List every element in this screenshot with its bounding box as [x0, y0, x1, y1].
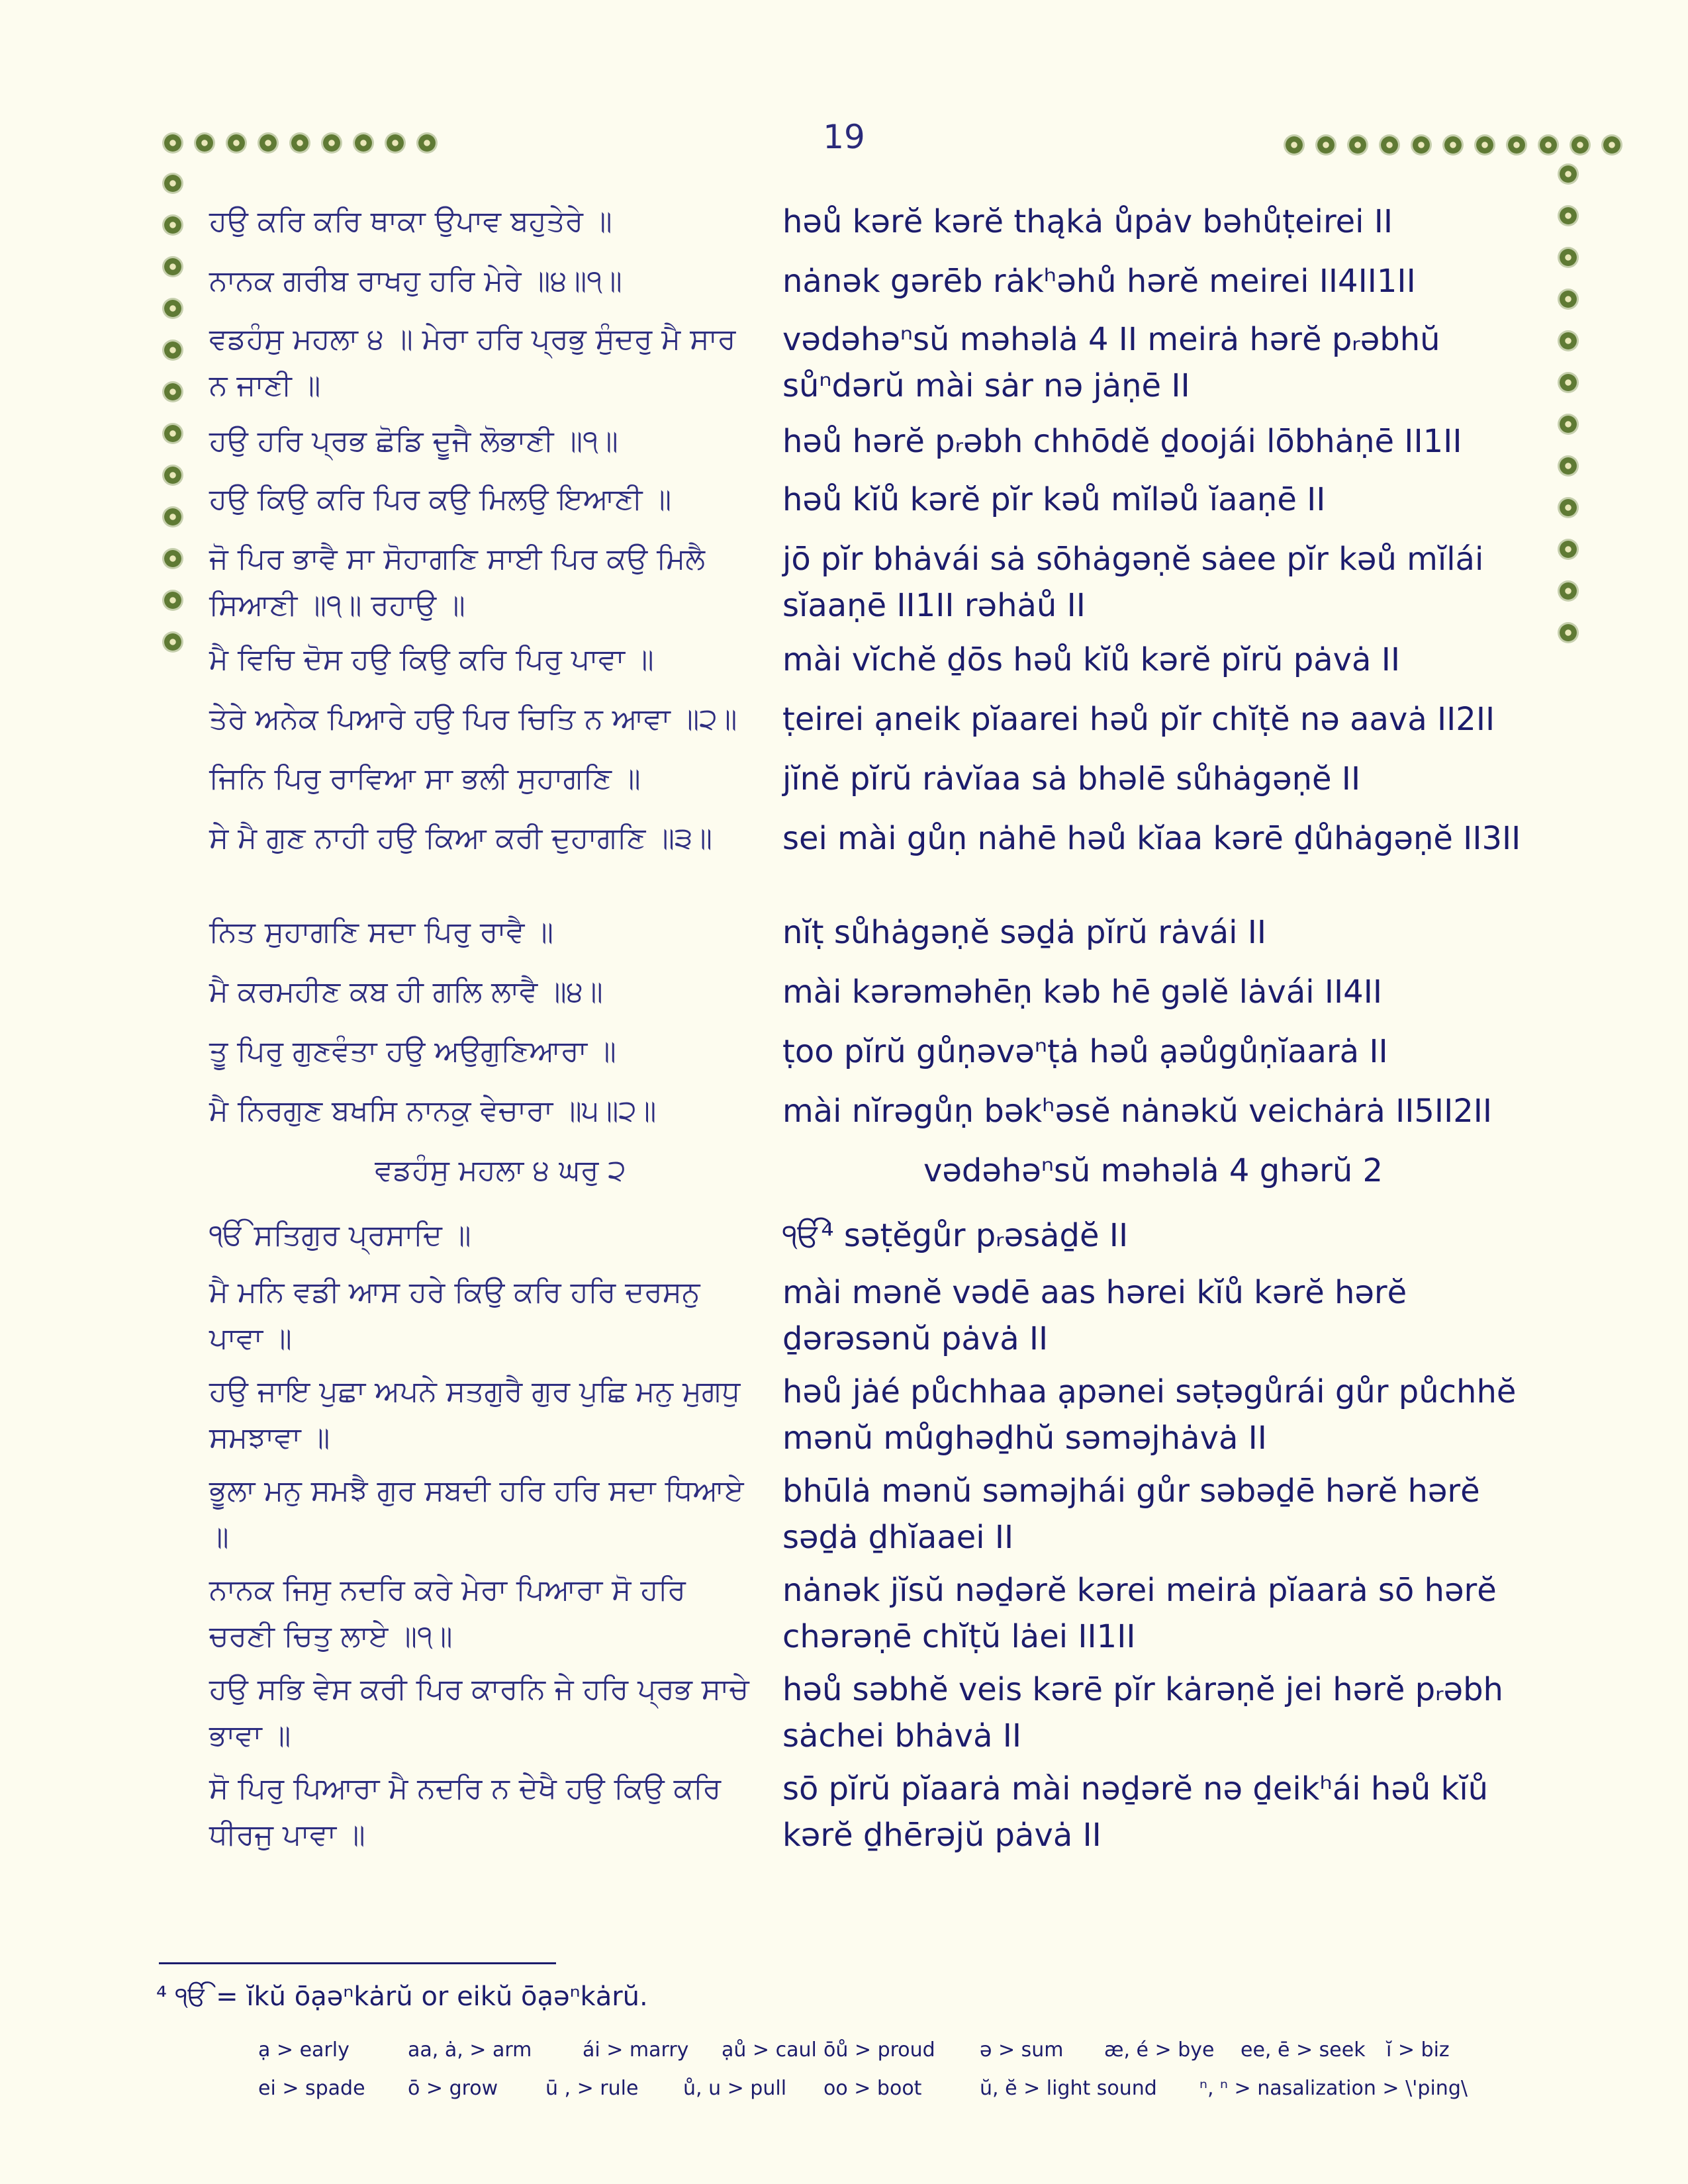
flower-icon [1560, 416, 1577, 433]
key-item: ạ > early [258, 2038, 350, 2062]
transliteration-line: nȧnək gərēb rȧkʰəhů hərĕ meirei II4II1II [782, 263, 1416, 300]
flower-icon [1317, 136, 1335, 154]
gurmukhi-line: ਹਉ ਹਰਿ ਪ੍ਰਭ ਛੋਡਿ ਦੂਜੈ ਲੋਭਾਣੀ ॥੧॥ [209, 424, 618, 458]
flower-icon [1560, 332, 1577, 349]
gurmukhi-line: ਸੇ ਮੈ ਗੁਣ ਨਾਹੀ ਹਉ ਕਿਆ ਕਰੀ ਦੁਹਾਗਣਿ ॥੩॥ [209, 821, 713, 855]
flower-icon [1560, 582, 1577, 600]
flower-icon [164, 300, 181, 317]
flower-icon [164, 467, 181, 484]
key-item: ōů > proud [823, 2038, 935, 2062]
key-item: ee, ē > seek [1241, 2038, 1366, 2062]
page-number: 19 [823, 118, 865, 156]
flower-icon [387, 134, 404, 152]
transliteration-line: həů hərĕ pᵣəbh chhōdĕ ḏoojái lōbhȧṇē II1II [782, 423, 1462, 460]
transliteration-line: ṭeirei ạneik pĭaarei həů pĭr chĭṭĕ nə aavȧ II2II [782, 701, 1495, 738]
key-item: ái > marry [583, 2038, 689, 2062]
gurmukhi-line: ਮੈ ਮਨਿ ਵਡੀ ਆਸ ਹਰੇ ਕਿਉ ਕਰਿ ਹਰਿ ਦਰਸਨੁ ਪਾਵਾ ॥ [209, 1275, 700, 1355]
flower-icon [355, 134, 372, 152]
transliteration-line: mài kərəməhēṇ kəb hē gəlĕ lȧvái II4II [782, 974, 1382, 1011]
flower-icon [164, 425, 181, 442]
gurmukhi-line: ਨਿਤ ਸੁਹਾਗਣਿ ਸਦਾ ਪਿਰੁ ਰਾਵੈ ॥ [209, 915, 554, 949]
flower-icon [1508, 136, 1525, 154]
flower-icon [259, 134, 277, 152]
gurmukhi-line: ਮੈ ਵਿਚਿ ਦੋਸ ਹਉ ਕਿਉ ਕਰਿ ਪਿਰੁ ਪਾਵਾ ॥ [209, 643, 654, 676]
gurmukhi-line: ਭੂਲਾ ਮਨੁ ਸਮਝੈ ਗੁਰ ਸਬਦੀ ਹਰਿ ਹਰਿ ਸਦਾ ਧਿਆਏ ॥ [209, 1474, 744, 1554]
transliteration-line: jĭnĕ pĭrŭ rȧvĭaa sȧ bhəlē sůhȧgəṇĕ II [782, 760, 1361, 797]
gurmukhi-line: ੴ ਸਤਿਗੁਰ ਪ੍ਰਸਾਦਿ ॥ [209, 1218, 471, 1252]
key-item: ei > spade [258, 2077, 365, 2100]
key-item: ə > sum [980, 2038, 1064, 2062]
flower-icon [323, 134, 340, 152]
flower-icon [1413, 136, 1430, 154]
flower-icon [164, 508, 181, 525]
flower-icon [1381, 136, 1398, 154]
flower-icon [1560, 249, 1577, 266]
flower-icon [1540, 136, 1557, 154]
footnote-divider [159, 1962, 556, 1964]
flower-icon [164, 633, 181, 651]
flower-icon [164, 341, 181, 359]
flower-icon [1560, 624, 1577, 641]
key-item: ō > grow [408, 2077, 498, 2100]
flower-icon [164, 550, 181, 567]
flower-icon [1560, 165, 1577, 183]
key-item: ū , > rule [545, 2077, 639, 2100]
flower-icon [1560, 207, 1577, 224]
key-item: ŭ, ĕ > light sound [980, 2077, 1157, 2100]
flower-icon [164, 216, 181, 234]
flower-icon [164, 134, 181, 152]
section-heading-transliteration: vədəhəⁿsŭ məhəlȧ 4 ghərŭ 2 [923, 1152, 1383, 1189]
transliteration-line: nȧnək jĭsŭ nəḏərĕ kərei meirȧ pĭaarȧ sō hərĕ chərəṇē chĭṭŭ lȧei II1II [782, 1572, 1497, 1655]
key-item: ⁿ, ⁿ > nasalization > \'ping\ [1199, 2077, 1468, 2100]
key-item: æ, é > bye [1104, 2038, 1215, 2062]
flower-icon [1560, 291, 1577, 308]
transliteration-line: ṭoo pĭrŭ gůṇəvəⁿṭȧ həů ạəůgůṇĭaarȧ II [782, 1033, 1388, 1070]
flower-icon [196, 134, 213, 152]
flower-icon [164, 383, 181, 400]
transliteration-line: ੴ⁴ səṭĕgůr pᵣəsȧḏĕ II [782, 1217, 1129, 1254]
transliteration-line: vədəhəⁿsŭ məhəlȧ 4 II meirȧ hərĕ pᵣəbhŭ sůⁿdərŭ mài sȧr nə jȧṇē II [782, 321, 1440, 404]
transliteration-line: mài vĭchĕ ḏōs həů kĭů kərĕ pĭrŭ pȧvȧ II [782, 641, 1400, 678]
transliteration-line: sō pĭrŭ pĭaarȧ mài nəḏərĕ nə ḏeikʰái həů kĭů kərĕ ḏhērəjŭ pȧvȧ II [782, 1770, 1489, 1854]
flower-icon [164, 258, 181, 275]
flower-icon [1560, 499, 1577, 516]
gurmukhi-line: ਤੂ ਪਿਰੁ ਗੁਣਵੰਤਾ ਹਉ ਅਉਗੁਣਿਆਰਾ ॥ [209, 1034, 616, 1068]
gurmukhi-line: ਹਉ ਕਰਿ ਕਰਿ ਥਾਕਾ ਉਪਾਵ ਬਹੁਤੇਰੇ ॥ [209, 205, 612, 238]
transliteration-line: həů jȧé půchhaa ạpənei səṭəgůrái gůr půchhĕ mənŭ můghəḏhŭ səməjhȧvȧ II [782, 1373, 1517, 1457]
flower-icon [228, 134, 245, 152]
transliteration-line: sei mài gůṇ nȧhē həů kĭaa kərē ḏůhȧgəṇĕ II3II [782, 820, 1521, 857]
flower-icon [164, 592, 181, 609]
transliteration-line: mài mənĕ vədē aas hərei kĭů kərĕ hərĕ ḏərəsənŭ pȧvȧ II [782, 1274, 1407, 1357]
transliteration-line: həů səbhĕ veis kərē pĭr kȧrəṇĕ jei hərĕ pᵣəbh sȧchei bhȧvȧ II [782, 1671, 1503, 1754]
gurmukhi-line: ਵਡਹੰਸੁ ਮਹਲਾ ੪ ॥ ਮੇਰਾ ਹਰਿ ਪ੍ਰਭੁ ਸੁੰਦਰੁ ਮੈ ਸਾਰ ਨ ਜਾਣੀ ॥ [209, 322, 736, 402]
gurmukhi-line: ਸੋ ਪਿਰੁ ਪਿਆਰਾ ਮੈ ਨਦਰਿ ਨ ਦੇਖੈ ਹਉ ਕਿਉ ਕਰਿ ਧੀਰਜੁ ਪਾਵਾ ॥ [209, 1772, 722, 1852]
flower-icon [291, 134, 308, 152]
gurmukhi-line: ਮੈ ਕਰਮਹੀਣ ਕਬ ਹੀ ਗਲਿ ਲਾਵੈ ॥੪॥ [209, 975, 603, 1009]
flower-icon [1444, 136, 1462, 154]
gurmukhi-line: ਤੇਰੇ ਅਨੇਕ ਪਿਆਰੇ ਹਉ ਪਿਰ ਚਿਤਿ ਨ ਆਵਾ ॥੨॥ [209, 702, 737, 736]
flower-icon [1571, 136, 1589, 154]
flower-icon [1560, 457, 1577, 475]
transliteration-line: mài nĭrəgůṇ bəkʰəsĕ nȧnəkŭ veichȧrȧ II5II2II [782, 1093, 1493, 1130]
gurmukhi-line: ਹਉ ਸਭਿ ਵੇਸ ਕਰੀ ਪਿਰ ਕਾਰਨਿ ਜੇ ਹਰਿ ਪ੍ਰਭ ਸਾਚੇ ਭਾਵਾ ॥ [209, 1672, 749, 1752]
key-item: ĭ > biz [1386, 2038, 1450, 2062]
section-heading-gurmukhi: ਵਡਹੰਸੁ ਮਹਲਾ ੪ ਘਰੁ ੨ [375, 1154, 626, 1187]
flower-icon [1560, 374, 1577, 391]
gurmukhi-line: ਨਾਨਕ ਗਰੀਬ ਰਾਖਹੁ ਹਰਿ ਮੇਰੇ ॥੪॥੧॥ [209, 264, 622, 298]
key-item: ů, u > pull [683, 2077, 787, 2100]
gurmukhi-line: ਹਉ ਜਾਇ ਪੁਛਾ ਅਪਨੇ ਸਤਗੁਰੈ ਗੁਰ ਪੁਛਿ ਮਨੁ ਮੁਗਧੁ ਸਮਝਾਵਾ ॥ [209, 1375, 741, 1455]
transliteration-line: jō pĭr bhȧvái sȧ sōhȧgəṇĕ sȧee pĭr kəů mĭlái sĭaaṇē II1II rəhȧů II [782, 541, 1484, 624]
gurmukhi-line: ਮੈ ਨਿਰਗੁਣ ਬਖਸਿ ਨਾਨਕੁ ਵੇਚਾਰਾ ॥੫॥੨॥ [209, 1094, 657, 1128]
flower-icon [1603, 136, 1620, 154]
transliteration-line: həů kərĕ kərĕ thąkȧ ůpȧv bəhůṭeirei II [782, 203, 1393, 240]
flower-icon [1560, 541, 1577, 558]
transliteration-line: nĭṭ sůhȧgəṇĕ səḏȧ pĭrŭ rȧvái II [782, 914, 1267, 951]
flower-icon [1286, 136, 1303, 154]
gurmukhi-line: ਜੋ ਪਿਰ ਭਾਵੈ ਸਾ ਸੋਹਾਗਣਿ ਸਾਈ ਪਿਰ ਕਉ ਮਿਲੈ ਸਿਆਣੀ ॥੧॥ ਰਹਾਉ ॥ [209, 542, 706, 622]
gurmukhi-line: ਹਉ ਕਿਉ ਕਰਿ ਪਿਰ ਕਉ ਮਿਲਉ ਇਆਣੀ ॥ [209, 482, 672, 516]
key-item: ạů > caul [722, 2038, 817, 2062]
flower-icon [164, 175, 181, 192]
gurmukhi-line: ਜਿਨਿ ਪਿਰੁ ਰਾਵਿਆ ਸਾ ਭਲੀ ਸੁਹਾਗਣਿ ॥ [209, 762, 641, 796]
footnote: ⁴ ੴ = ĭkŭ ōạəⁿkȧrŭ or eikŭ ōạəⁿkȧrŭ. [156, 1981, 648, 2012]
transliteration-line: həů kĭů kərĕ pĭr kəů mĭləů ĭaaṇē II [782, 481, 1326, 518]
flower-icon [418, 134, 436, 152]
flower-icon [1349, 136, 1366, 154]
key-item: aa, ȧ, > arm [408, 2038, 532, 2062]
key-item: oo > boot [823, 2077, 922, 2100]
gurmukhi-line: ਨਾਨਕ ਜਿਸੁ ਨਦਰਿ ਕਰੇ ਮੇਰਾ ਪਿਆਰਾ ਸੋ ਹਰਿ ਚਰਣੀ ਚਿਤੁ ਲਾਏ ॥੧॥ [209, 1573, 686, 1653]
transliteration-line: bhūlȧ mənŭ səməjhái gůr səbəḏē hərĕ hərĕ səḏȧ ḏhĭaaei II [782, 1473, 1480, 1556]
flower-icon [1476, 136, 1493, 154]
